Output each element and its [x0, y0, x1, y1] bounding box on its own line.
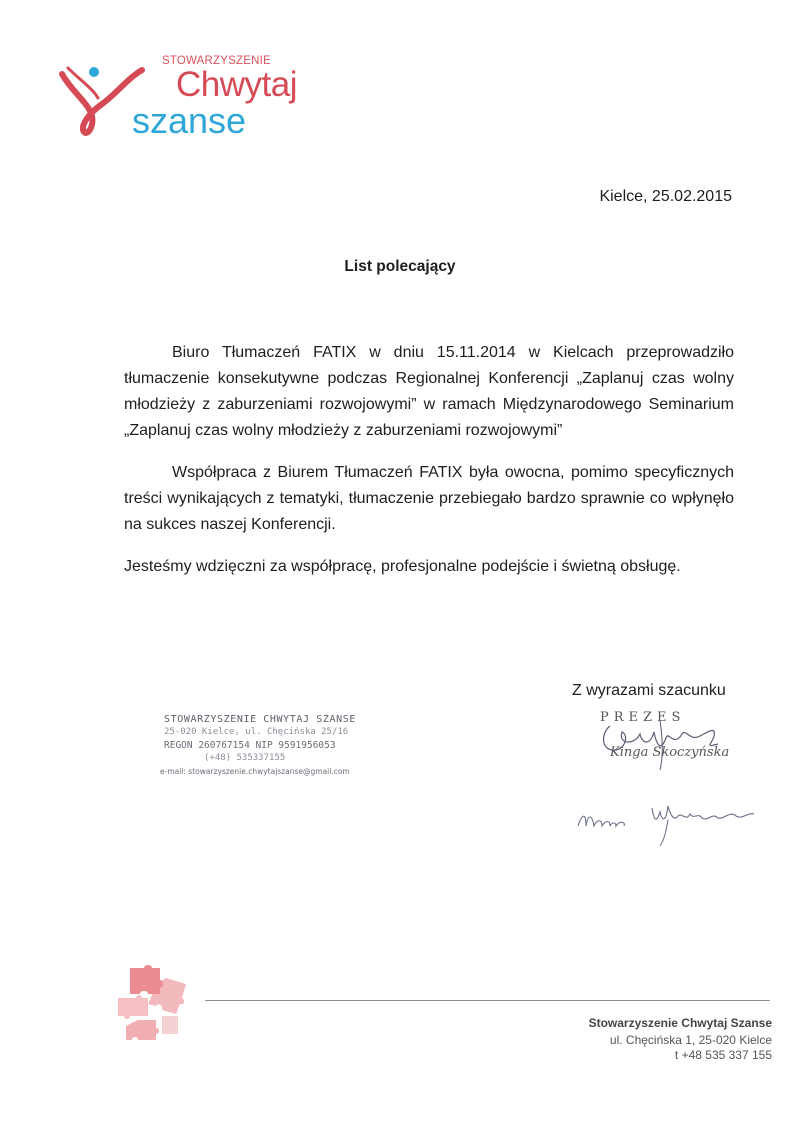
body-paragraph-2: Współpraca z Biurem Tłumaczeń FATIX była owocna, pomimo specyficznych treści wynikających z tematyki, tłumaczenie przebiegało bardzo sprawnie co wpłynęło na sukces naszej Konferencji.	[124, 464, 734, 533]
stamp-line-address: 25-020 Kielce, ul. Chęcińska 25/16	[164, 727, 349, 737]
body-paragraph-3: Jesteśmy wdzięczni za współpracę, profesjonalne podejście i świetną obsługę.	[124, 558, 681, 575]
second-signature-icon	[572, 792, 762, 850]
president-role: PREZES	[600, 710, 686, 725]
logo-small-text: STOWARZYSZENIE	[162, 55, 271, 67]
puzzle-logo-icon	[108, 964, 198, 1044]
footer-address: ul. Chęcińska 1, 25-020 Kielce	[609, 1033, 772, 1047]
organization-stamp	[160, 713, 356, 778]
logo-title-part2: szanse	[132, 100, 247, 141]
president-name: Kinga Skoczyńska	[610, 745, 730, 760]
closing-text: Z wyrazami szacunku	[572, 682, 726, 699]
organization-logo	[58, 52, 297, 147]
footer-phone: t +48 535 337 155	[674, 1048, 772, 1062]
president-signature-icon	[590, 714, 740, 776]
footer-divider	[205, 1000, 770, 1001]
stamp-line-phone: (+48) 535337155	[204, 753, 286, 763]
footer-organization-name: Stowarzyszenie Chwytaj Szanse	[588, 1016, 772, 1030]
letter-title: List polecający	[344, 258, 456, 275]
letter-body	[124, 340, 734, 596]
stamp-line-email: e-mail: stowarzyszenie.chwytajszanse@gmail.com	[160, 767, 350, 776]
body-paragraph-1: Biuro Tłumaczeń FATIX w dniu 15.11.2014 w Kielcach przeprowadziło tłumaczenie konsekutywne podczas Regionalnej Konferencji „Zaplanuj czas wolny młodzieży z zaburzeniami rozwojowymi” w ramach Międzynarodowego Seminarium „Zaplanuj czas wolny młodzieży z zaburzeniami rozwojowymi”	[124, 344, 734, 439]
stamp-line-regon-nip: REGON 260767154 NIP 9591956053	[164, 740, 336, 751]
letter-date: Kielce, 25.02.2015	[599, 188, 732, 205]
stamp-line-name: STOWARZYSZENIE CHWYTAJ SZANSE	[164, 714, 356, 725]
logo-title-part1: Chwytaj	[176, 65, 297, 104]
